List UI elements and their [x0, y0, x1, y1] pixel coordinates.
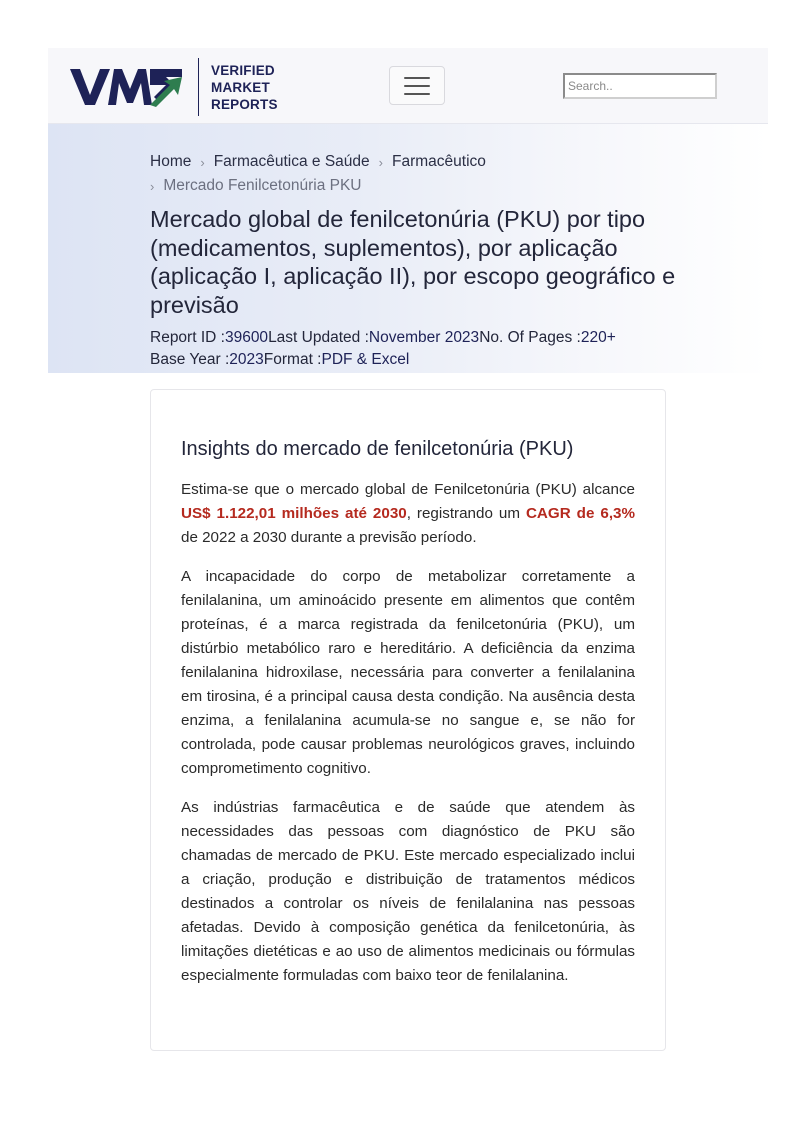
cagr-highlight: CAGR de 6,3%: [525, 505, 635, 522]
insights-paragraph-1: [181, 478, 635, 550]
report-id-label: Report ID :: [150, 329, 225, 346]
base-year-value: 2023: [229, 351, 264, 368]
site-header: [48, 48, 768, 124]
chevron-right-icon: ›: [150, 178, 155, 194]
hero-section: [48, 124, 768, 373]
logo-line-2: MARKET: [211, 79, 270, 95]
report-meta: [150, 327, 690, 371]
vmr-logo-icon: [70, 67, 184, 107]
insights-paragraph-2: A incapacidade do corpo de metabolizar corretamente a fenilalanina, um aminoácido presente em alimentos que contêm proteínas, é a marca registrada da fenilcetonúria (PKU), um distúrbio metabólico raro e hereditário. A deficiência da enzima fenilalanina hidroxilase, necessária para converter a fenilalanina em tirosina, é a principal causa desta condição. Na ausência desta enzima, a fenilalanina acumula-se no sangue e, se não for controlada, pode causar problemas neurológicos graves, incluindo comprometimento cognitivo.: [181, 568, 635, 777]
insights-title: Insights do mercado de fenilcetonúria (PKU): [181, 438, 574, 460]
breadcrumb-row-1: [150, 151, 710, 173]
logo-line-3: REPORTS: [211, 96, 278, 112]
format-value: PDF & Excel: [321, 351, 410, 368]
insights-card: [150, 389, 666, 1051]
base-year-label: Base Year :: [150, 351, 230, 368]
hamburger-icon-bar-2: [404, 85, 430, 87]
breadcrumb-row-2: [150, 175, 710, 197]
breadcrumb-subcategory[interactable]: Farmacêutico: [392, 153, 486, 170]
report-meta-row-1: [150, 327, 690, 349]
menu-button[interactable]: [389, 66, 445, 105]
search-input[interactable]: [563, 73, 717, 99]
insights-paragraph-3: As indústrias farmacêutica e de saúde que atendem às necessidades das pessoas com diagnóstico de PKU são chamadas de mercado de PKU. Este mercado especializado inclui a criação, produção e distribuição de tratamentos médicos destinados a controlar os níveis de fenilalanina nas pessoas afetadas. Devido à composição genética da fenilcetonúria, às limitações dietéticas e ao uso de alimentos medicinais ou fórmulas especialmente formuladas com baixo teor de fenilalanina.: [181, 799, 635, 984]
chevron-right-icon: ›: [200, 154, 205, 170]
breadcrumb: [150, 151, 710, 197]
hamburger-icon: [404, 77, 430, 79]
hamburger-icon-bar-3: [404, 93, 430, 95]
logo-divider: [198, 58, 199, 116]
report-id-value: 39600: [224, 329, 269, 346]
chevron-right-icon: ›: [378, 154, 383, 170]
report-meta-row-2: [150, 349, 690, 371]
p1-text-c: de 2022 a 2030 durante a previsão período.: [181, 529, 477, 546]
last-updated-value: November 2023: [368, 329, 480, 346]
site-logo[interactable]: [70, 58, 278, 116]
last-updated-label: Last Updated :: [268, 329, 369, 346]
p1-text-a: Estima-se que o mercado global de Fenilcetonúria (PKU) alcance: [181, 481, 635, 498]
logo-wordmark: [211, 62, 278, 113]
pages-label: No. Of Pages :: [479, 329, 581, 346]
breadcrumb-current: Mercado Fenilcetonúria PKU: [163, 177, 362, 194]
breadcrumb-category[interactable]: Farmacêutica e Saúde: [213, 153, 370, 170]
page-title: Mercado global de fenilcetonúria (PKU) por tipo (medicamentos, suplementos), por aplicação (aplicação I, aplicação II), por escopo geográfico e previsão: [150, 206, 676, 318]
format-label: Format :: [263, 351, 322, 368]
insights-body: [181, 478, 635, 1003]
logo-line-1: VERIFIED: [211, 62, 275, 78]
p1-text-b: , registrando um: [406, 505, 526, 522]
market-value-highlight: US$ 1.122,01 milhões até 2030: [181, 505, 407, 522]
breadcrumb-home[interactable]: Home: [150, 153, 192, 170]
pages-value: 220+: [580, 329, 616, 346]
